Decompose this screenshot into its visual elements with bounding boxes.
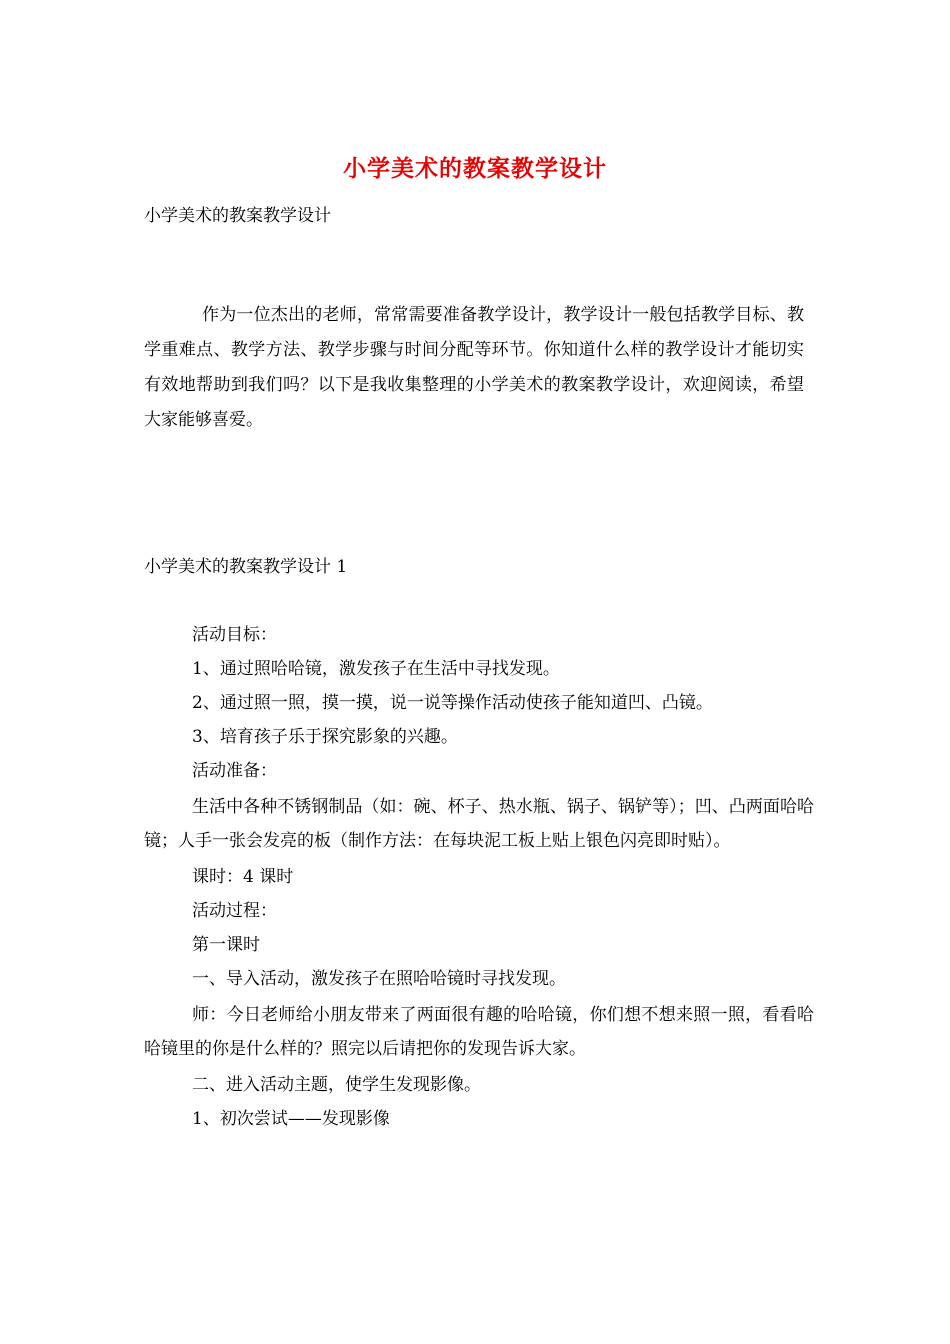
paragraph-objectives-label: 活动目标： <box>192 625 277 645</box>
paragraph-objective-1: 1、通过照哈哈镜，激发孩子在生活中寻找发现。 <box>192 659 560 679</box>
paragraph-objective-2: 2、通过照一照，摸一摸，说一说等操作活动使孩子能知道凹、凸镜。 <box>192 693 713 713</box>
section-heading: 小学美术的教案教学设计 1 <box>144 557 348 577</box>
paragraph-step-one: 一、导入活动，激发孩子在照哈哈镜时寻找发现。 <box>192 969 566 989</box>
intro-paragraph: 作为一位杰出的老师，常常需要准备教学设计，教学设计一般包括教学目标、教学重难点、教学方法、教学步骤与时间分配等环节。你知道什么样的教学设计才能切实有效地帮助到我们吗？以下是我收集整理的小学美术的教案教学设计，欢迎阅读，希望大家能够喜爱。 <box>144 305 804 430</box>
paragraph-class-hours: 课时：4 课时 <box>192 867 294 887</box>
document-subtitle: 小学美术的教案教学设计 <box>144 206 331 226</box>
paragraph-process-label: 活动过程： <box>192 901 277 921</box>
paragraph-objective-3: 3、培育孩子乐于探究影象的兴趣。 <box>192 727 458 747</box>
paragraph-first-lesson: 第一课时 <box>192 935 260 955</box>
paragraph-preparation-label: 活动准备： <box>192 761 277 781</box>
paragraph-step-two: 二、进入活动主题，使学生发现影像。 <box>192 1075 481 1095</box>
paragraph-first-attempt: 1、初次尝试——发现影像 <box>192 1109 390 1129</box>
paragraph-teacher-speech: 师：今日老师给小朋友带来了两面很有趣的哈哈镜，你们想不想来照一照，看看哈哈镜里的你是什么样的？照完以后请把你的发现告诉大家。 <box>144 1005 814 1059</box>
lesson-body <box>144 620 814 1138</box>
document-title: 小学美术的教案教学设计 <box>343 155 607 182</box>
paragraph-preparation: 生活中各种不锈钢制品（如：碗、杯子、热水瓶、锅子、锅铲等）；凹、凸两面哈哈镜；人手一张会发亮的板（制作方法：在每块泥工板上贴上银色闪亮即时贴）。 <box>144 797 814 851</box>
